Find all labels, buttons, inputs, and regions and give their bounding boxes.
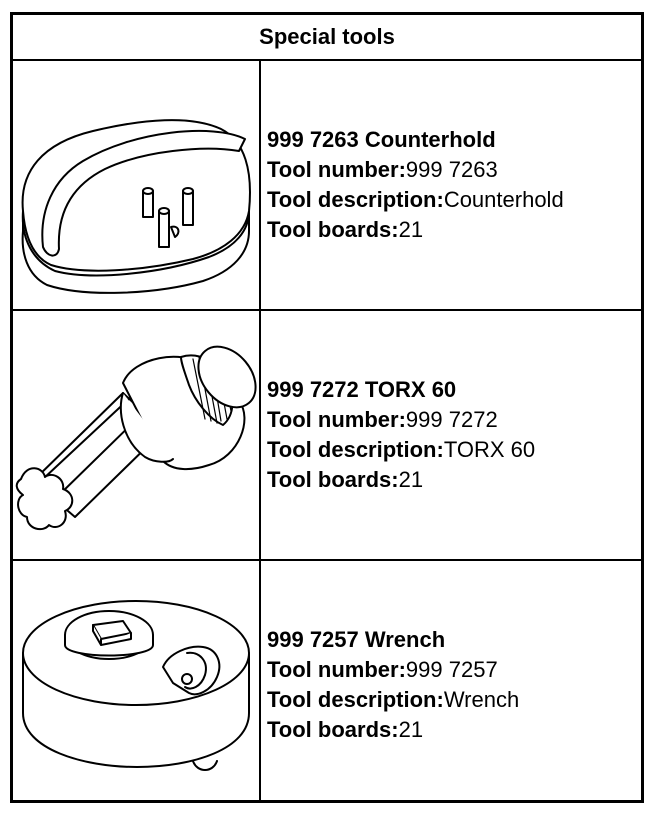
tool-number-label: Tool number: bbox=[267, 657, 406, 682]
tool-number-value: 999 7272 bbox=[405, 407, 498, 432]
tool-number-line bbox=[267, 405, 535, 435]
tool-number-value: 999 7257 bbox=[405, 657, 498, 682]
table-title: Special tools bbox=[259, 24, 395, 49]
tool-description-label: Tool description: bbox=[267, 437, 444, 462]
tool-description-line bbox=[267, 185, 564, 215]
tool-details bbox=[267, 625, 519, 745]
tool-image-cell bbox=[13, 311, 261, 559]
counterhold-illustration bbox=[13, 61, 259, 309]
tool-number-value: 999 7263 bbox=[405, 157, 498, 182]
tool-description-value: Counterhold bbox=[443, 187, 564, 212]
tool-boards-label: Tool boards: bbox=[267, 717, 399, 742]
tool-boards-line bbox=[267, 215, 564, 245]
tool-description-label: Tool description: bbox=[267, 687, 444, 712]
tool-boards-line bbox=[267, 715, 519, 745]
torx-socket-illustration bbox=[13, 311, 259, 559]
tool-row bbox=[13, 61, 641, 311]
tool-row bbox=[13, 561, 641, 800]
tool-image-cell bbox=[13, 561, 261, 800]
tool-number-label: Tool number: bbox=[267, 407, 406, 432]
tool-description-value: Wrench bbox=[443, 687, 520, 712]
tool-description-label: Tool description: bbox=[267, 187, 444, 212]
tool-boards-value: 21 bbox=[398, 217, 424, 242]
tool-boards-label: Tool boards: bbox=[267, 467, 399, 492]
tool-description-line bbox=[267, 435, 535, 465]
tool-boards-value: 21 bbox=[398, 467, 424, 492]
tool-image-cell bbox=[13, 61, 261, 309]
tool-heading: 999 7272 TORX 60 bbox=[267, 377, 457, 402]
tool-description-line bbox=[267, 685, 519, 715]
tool-details bbox=[267, 375, 535, 495]
tool-heading: 999 7257 Wrench bbox=[267, 627, 446, 652]
tool-boards-value: 21 bbox=[398, 717, 424, 742]
special-tools-table bbox=[10, 12, 644, 803]
table-header bbox=[13, 15, 641, 61]
tool-boards-label: Tool boards: bbox=[267, 217, 399, 242]
tool-description-value: TORX 60 bbox=[443, 437, 536, 462]
wrench-illustration bbox=[13, 561, 259, 799]
tool-number-line bbox=[267, 655, 519, 685]
tool-number-line bbox=[267, 155, 564, 185]
tool-heading: 999 7263 Counterhold bbox=[267, 127, 496, 152]
tool-boards-line bbox=[267, 465, 535, 495]
tool-number-label: Tool number: bbox=[267, 157, 406, 182]
tool-details bbox=[267, 125, 564, 245]
tool-row bbox=[13, 311, 641, 561]
